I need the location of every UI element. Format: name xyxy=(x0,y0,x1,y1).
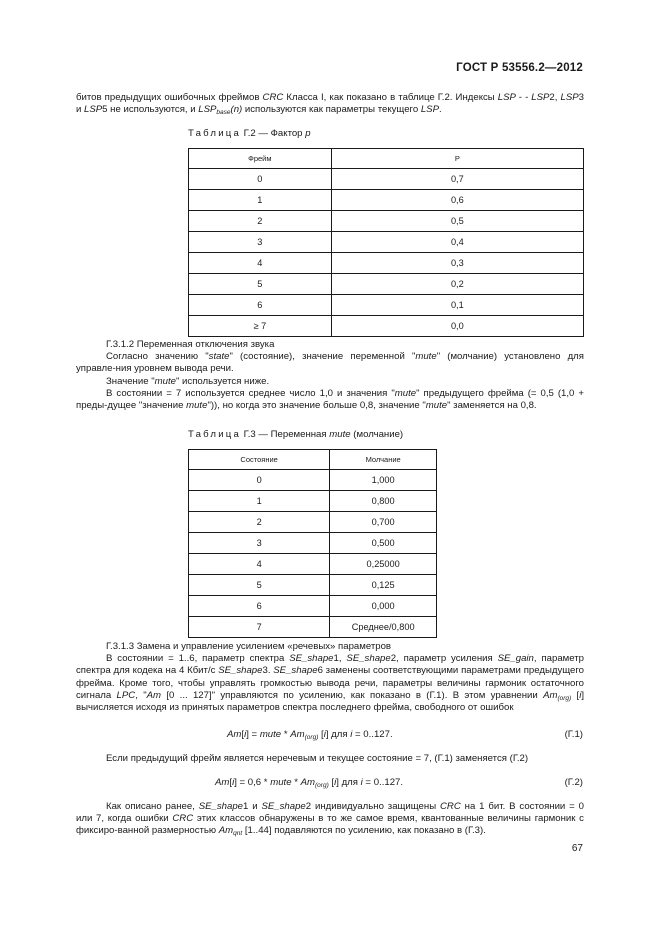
text-run: Am xyxy=(218,825,234,837)
text-run: (org) xyxy=(557,694,572,702)
middle-paragraph xyxy=(76,753,584,765)
text-run: * xyxy=(281,729,291,740)
text-run: 2, параметр усиления xyxy=(390,653,498,665)
text-run: LPC xyxy=(116,689,136,701)
header-cell: Молчание xyxy=(330,450,437,470)
text-run: ] для xyxy=(325,729,351,740)
final-paragraph xyxy=(76,801,584,838)
table-cell: 0,4 xyxy=(331,232,583,253)
paragraph xyxy=(76,388,584,412)
table-cell: 0,25000 xyxy=(330,554,437,575)
equation-number: (Г.1) xyxy=(564,729,583,740)
text-run: ] для xyxy=(336,777,361,788)
text-run: этих классов обнаружены в то же самое время, квантованные величины гармоник с фиксиро-ванной размерностью xyxy=(76,813,584,837)
paragraph xyxy=(76,351,584,375)
text-run: (org) xyxy=(315,782,329,789)
table-row xyxy=(189,169,584,190)
section-3-1-3 xyxy=(76,641,584,714)
table1-caption xyxy=(188,128,311,139)
text-run: . xyxy=(438,104,442,116)
table-cell: 0,1 xyxy=(331,295,583,316)
table-cell: ≥ 7 xyxy=(189,316,332,337)
text-run: ] = 0,6 * xyxy=(234,777,271,788)
text-run: , параметр спектра для кодека на 4 Кбит/с xyxy=(76,653,585,677)
text-run: LSP xyxy=(420,104,439,116)
text-run: ] = xyxy=(246,729,260,740)
text-run: i xyxy=(244,729,247,740)
text-run: mute xyxy=(394,387,417,399)
header-cell: P xyxy=(331,149,583,169)
text-run: i xyxy=(334,777,337,788)
text-run: Значение " xyxy=(106,375,155,387)
table-cell: 3 xyxy=(189,232,332,253)
text-run: [ xyxy=(241,729,245,740)
text-run: base xyxy=(216,109,231,117)
table-row xyxy=(189,211,584,232)
text-run: 3 и xyxy=(76,92,584,116)
table-cell: 0,000 xyxy=(330,596,437,617)
text-run: Согласно значению " xyxy=(106,351,209,363)
section-3-1-2 xyxy=(76,339,584,412)
table-cell: 4 xyxy=(189,253,332,274)
intro-paragraph xyxy=(76,92,584,116)
text-run: CRC xyxy=(172,813,194,825)
text-run: 2 индивидуально защищены xyxy=(305,801,440,812)
text-run: CRC xyxy=(262,92,284,103)
text-run: = 0..127. xyxy=(362,777,404,788)
caption-text: (молчание) xyxy=(350,429,404,440)
text-run: mute xyxy=(154,375,176,387)
text-run: * xyxy=(291,777,301,788)
caption-var: p xyxy=(305,128,311,139)
table-cell: 7 xyxy=(189,617,330,638)
text-run: битов предыдущих ошибочных фреймов xyxy=(76,92,263,103)
text-run: LSP xyxy=(560,92,579,103)
table-row xyxy=(189,491,437,512)
paragraph xyxy=(76,653,584,714)
paragraph: Если предыдущий фрейм является неречевым и текущее состояние = 7, (Г.1) заменяется (Г.2) xyxy=(106,753,529,764)
paragraph xyxy=(76,801,584,838)
text-run: " (молчание) установлено для управле-ния уровнем вывода речи. xyxy=(76,351,584,375)
table-row xyxy=(189,274,584,295)
text-run: LSP - - LSP xyxy=(497,92,550,103)
text-run: state xyxy=(208,351,230,363)
text-run: используются как параметры текущего xyxy=(242,104,421,116)
table-row xyxy=(189,512,437,533)
table-cell: 0,125 xyxy=(330,575,437,596)
text-run: В состоянии = 1..6, параметр спектра xyxy=(106,653,290,665)
caption-word: Таблица xyxy=(188,429,242,440)
text-run: 5 не используются, и xyxy=(102,104,199,116)
table-cell: 2 xyxy=(189,512,330,533)
text-run: , " xyxy=(135,689,147,701)
text-run: " (состояние), значение переменной " xyxy=(229,351,416,363)
table-row xyxy=(189,575,437,596)
text-run: [1..44] подавляются по усилению, как показано в (Г.3). xyxy=(242,825,486,837)
text-run: 1 и xyxy=(243,801,262,812)
header-cell: Фрейм xyxy=(189,149,332,169)
text-run: SE_shape xyxy=(273,665,318,677)
table-row xyxy=(189,232,584,253)
text-run: LSP xyxy=(198,104,217,116)
text-run: Am xyxy=(290,729,305,740)
text-run: 3. xyxy=(262,665,274,677)
formula-g1 xyxy=(227,729,393,740)
text-run: i xyxy=(579,689,582,701)
text-run: [0 ... 127]" управляются по усилению, как показано в (Г.1). В этом уравнении xyxy=(161,689,544,701)
text-run: " заменяется на 0,8. xyxy=(447,400,537,412)
text-run: Am xyxy=(146,689,162,701)
text-run: i xyxy=(232,777,235,788)
text-run: SE_shape xyxy=(289,653,334,665)
text-run: SE_shape xyxy=(261,801,306,812)
text-run: = 0..127. xyxy=(352,729,393,740)
table-cell: 6 xyxy=(189,596,330,617)
text-run: на 1 бит. В состоянии = 0 или 7, когда ошибки xyxy=(76,801,584,825)
text-run: SE_shape xyxy=(218,665,263,677)
table-cell: 0,500 xyxy=(330,533,437,554)
table-cell: 1 xyxy=(189,190,332,211)
table-header-row xyxy=(189,149,584,169)
text-run: Класса I, как показано в таблице Г.2. Индексы xyxy=(283,92,498,103)
text-run: 2, xyxy=(549,92,561,103)
table-cell: 0 xyxy=(189,470,330,491)
table-row xyxy=(189,316,584,337)
table-cell: 5 xyxy=(189,274,332,295)
text-run: Am xyxy=(227,729,242,740)
text-run: mute xyxy=(186,400,208,412)
text-run: ] вычисляется исходя из принятых параметров спектра последнего фрейма, свободного от ошибок xyxy=(76,689,585,714)
table-cell: 5 xyxy=(189,575,330,596)
caption-var: mute xyxy=(329,429,351,440)
table-cell: 1,000 xyxy=(330,470,437,491)
caption-text: Г.3 — Переменная xyxy=(241,429,330,440)
table-cell: 0 xyxy=(189,169,332,190)
text-run: [ xyxy=(229,777,233,788)
text-run: SE_shape xyxy=(346,653,391,665)
table2-caption xyxy=(188,429,403,440)
text-run: i xyxy=(360,777,363,788)
table-row xyxy=(189,533,437,554)
text-run: [ xyxy=(318,729,324,740)
text-run: qnt xyxy=(233,830,243,838)
text-run: В состоянии = 7 используется среднее число 1,0 и значения " xyxy=(106,387,395,399)
section-title: Г.3.1.2 Переменная отключения звука xyxy=(106,339,275,350)
table-row xyxy=(189,554,437,575)
table-cell: 0,0 xyxy=(331,316,583,337)
table-cell: 1 xyxy=(189,491,330,512)
table-cell: 0,3 xyxy=(331,253,583,274)
table-row xyxy=(189,596,437,617)
caption-text: Г.2 — Фактор xyxy=(241,128,306,139)
section-title: Г.3.1.3 Замена и управление усилением «речевых» параметров xyxy=(106,641,392,652)
text-run: mute xyxy=(425,400,448,412)
paragraph xyxy=(76,376,584,388)
text-run: mute xyxy=(259,729,282,740)
caption-word: Таблица xyxy=(188,128,242,139)
table-cell: 4 xyxy=(189,554,330,575)
text-run: mute xyxy=(270,777,292,788)
text-run: i xyxy=(350,729,353,740)
text-run: Am xyxy=(215,777,230,788)
text-run: mute xyxy=(415,351,437,363)
text-run: Am xyxy=(300,777,316,788)
table-factor-p xyxy=(188,148,584,337)
table-cell: 3 xyxy=(189,533,330,554)
document-header: ГОСТ Р 53556.2—2012 xyxy=(456,62,583,74)
text-run: 6 заменены соответствующими параметрами предыдущего фрейма. Кроме того, чтобы управлять громкостью вывода речи, параметры величины гармоник остаточного сигнала xyxy=(76,665,584,701)
text-run: CRC xyxy=(439,801,461,812)
table-cell: 0,800 xyxy=(330,491,437,512)
text-run: [ xyxy=(328,777,335,788)
table-header-row xyxy=(189,450,437,470)
text-run: Am xyxy=(543,689,558,701)
page-number: 67 xyxy=(571,843,583,854)
table-cell: Среднее/0,800 xyxy=(330,617,437,638)
text-run: i xyxy=(323,729,326,740)
text-run: [ xyxy=(571,689,580,701)
table-row xyxy=(189,253,584,274)
table-mute xyxy=(188,449,437,638)
table-row xyxy=(189,295,584,316)
table-cell: 2 xyxy=(189,211,332,232)
table-cell: 0,2 xyxy=(331,274,583,295)
text-run: " используется ниже. xyxy=(175,375,270,387)
table-cell: 0,7 xyxy=(331,169,583,190)
text-run: 1, xyxy=(333,653,347,665)
text-run: ")), но когда это значение больше 0,8, значение " xyxy=(207,400,426,412)
table-row xyxy=(189,190,584,211)
text-run: LSP xyxy=(84,104,103,116)
text-run: " предыдущего фрейма (= 0,5 (1,0 + преды-дущее "значение xyxy=(76,387,584,412)
text-run: SE_shape xyxy=(198,801,244,812)
text-run: Как описано ранее, xyxy=(106,801,199,812)
table-cell: 0,6 xyxy=(331,190,583,211)
table-cell: 0,700 xyxy=(330,512,437,533)
formula-g2 xyxy=(215,777,403,788)
text-run: (n) xyxy=(230,104,243,116)
table-row xyxy=(189,470,437,491)
equation-number: (Г.2) xyxy=(564,777,583,788)
table-cell: 0,5 xyxy=(331,211,583,232)
text-run: SE_gain xyxy=(497,653,534,665)
table-cell: 6 xyxy=(189,295,332,316)
text-run: (org) xyxy=(304,734,319,741)
header-cell: Состояние xyxy=(189,450,330,470)
table-row xyxy=(189,617,437,638)
